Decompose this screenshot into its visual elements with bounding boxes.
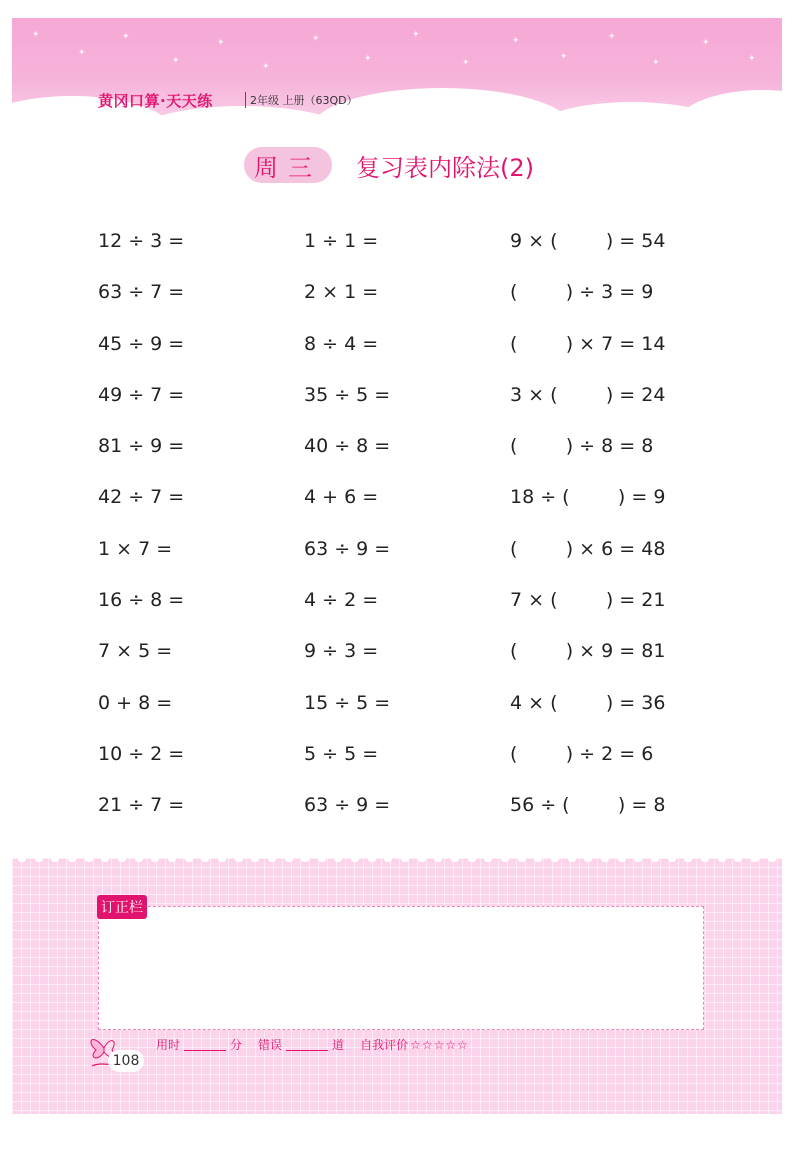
problem: 21 ÷ 7 =: [98, 794, 185, 817]
self-eval-label: 自我评价: [360, 1038, 409, 1052]
problem: 42 ÷ 7 =: [98, 486, 185, 509]
problem: 63 ÷ 9 =: [304, 537, 391, 560]
title-row: [244, 145, 534, 185]
page-number-decoration: [78, 1028, 168, 1068]
problem-row: [98, 735, 698, 786]
problem: 45 ÷ 9 =: [98, 332, 185, 355]
problem: 63 ÷ 7 =: [98, 281, 185, 304]
problem: 56 ÷ ( ) = 8: [510, 794, 666, 817]
problem: 49 ÷ 7 =: [98, 383, 185, 406]
minute-unit: 分: [230, 1038, 243, 1052]
page-title: 复习表内除法(2): [356, 153, 534, 182]
error-label: 错误: [258, 1038, 283, 1052]
workbook-page: [12, 18, 782, 1114]
problem: 3 × ( ) = 24: [510, 383, 666, 406]
header-band: ✦ ✦ ✦ ✦ ✦ ✦ ✦ ✦ ✦ ✦ ✦ ✦ ✦ ✦ ✦ ✦ 黄冈口算·天天练 2年级 上册（63QD）: [12, 18, 782, 130]
edition-label: 2年级 上册（63QD）: [245, 92, 358, 108]
correction-box[interactable]: [98, 906, 704, 1030]
problem-row: [98, 478, 698, 529]
time-label: 用时: [156, 1038, 181, 1052]
problem: 4 × ( ) = 36: [510, 691, 666, 714]
problem-row: [98, 530, 698, 581]
problem: ( ) ÷ 3 = 9: [510, 281, 654, 304]
problem: 40 ÷ 8 =: [304, 435, 391, 458]
problem: 12 ÷ 3 =: [98, 230, 185, 252]
problem: 7 × 5 =: [98, 640, 173, 663]
problem-row: [98, 427, 698, 478]
problem: 81 ÷ 9 =: [98, 435, 185, 458]
problem: 16 ÷ 8 =: [98, 589, 185, 612]
problem: 2 × 1 =: [304, 281, 379, 304]
problem: 1 ÷ 1 =: [304, 230, 379, 252]
problem: 1 × 7 =: [98, 537, 173, 560]
correction-label: 订正栏: [97, 895, 147, 919]
problem: 63 ÷ 9 =: [304, 794, 391, 817]
problem-row: [98, 786, 698, 837]
time-blank[interactable]: [184, 1038, 226, 1051]
problem: 35 ÷ 5 =: [304, 383, 391, 406]
binding-holes: [12, 852, 782, 866]
problem: ( ) × 7 = 14: [510, 332, 666, 355]
problem-row: [98, 273, 698, 324]
problem: ( ) × 9 = 81: [510, 640, 666, 663]
problem-row: [98, 632, 698, 683]
rating-stars[interactable]: ☆☆☆☆☆: [410, 1037, 469, 1052]
problem: ( ) ÷ 8 = 8: [510, 435, 654, 458]
problem: 5 ÷ 5 =: [304, 742, 379, 765]
problem: 15 ÷ 5 =: [304, 691, 391, 714]
problem: ( ) × 6 = 48: [510, 537, 666, 560]
correction-section: [12, 858, 782, 1114]
brand-logo: 黄冈口算·天天练: [98, 92, 213, 110]
problem-row: [98, 581, 698, 632]
problem: 0 + 8 =: [98, 691, 173, 714]
problem: 9 ÷ 3 =: [304, 640, 379, 663]
problem: 9 × ( ) = 54: [510, 230, 666, 252]
problem: 4 + 6 =: [304, 486, 379, 509]
problem: 10 ÷ 2 =: [98, 742, 185, 765]
problem-row: [98, 376, 698, 427]
day-badge: 周三: [244, 147, 332, 183]
page-number: 108: [108, 1050, 144, 1072]
problem: 18 ÷ ( ) = 9: [510, 486, 666, 509]
footer-row: [156, 1036, 469, 1053]
problem-row: [98, 325, 698, 376]
problem: ( ) ÷ 2 = 6: [510, 742, 654, 765]
problem: 8 ÷ 4 =: [304, 332, 379, 355]
problem: 4 ÷ 2 =: [304, 589, 379, 612]
error-blank[interactable]: [286, 1038, 328, 1051]
problem: 7 × ( ) = 21: [510, 589, 666, 612]
problem-row: [98, 684, 698, 735]
problem-grid: [98, 222, 698, 838]
problem-row: [98, 222, 698, 273]
question-unit: 道: [332, 1038, 345, 1052]
